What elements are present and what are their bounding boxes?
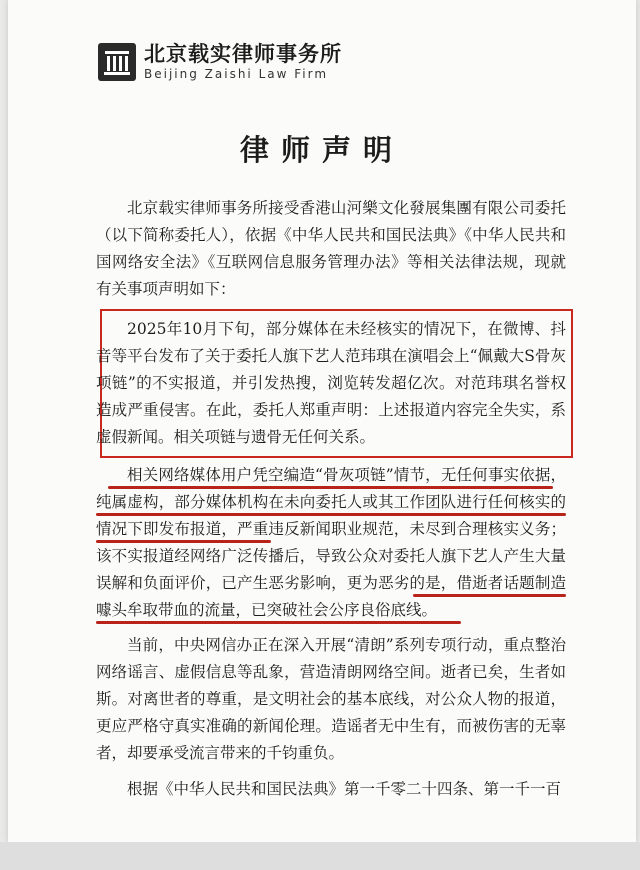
underline-mark [96, 513, 566, 516]
underline-mark [96, 540, 271, 543]
underline-mark [96, 621, 461, 624]
paragraph-violation: 相关网络媒体用户凭空编造“骨灰项链”情节，无任何事实依据，纯属虚构，部分媒体机构在未向委托人或其工作团队进行任何核实的情况下即发布报道，严重违反新闻职业规范，未尽到合理核实义务；该不实报道经网络广泛传播后，导致公众对委托人旗下艺人产生大量误解和负面评价，已产生恶劣影响，更为恶劣的是，借逝者话题制造噱头牟取带血的流量，已突破社会公序良俗底线。 [96, 466, 566, 619]
paragraph-intro: 北京载实律师事务所接受香港山河樂文化發展集團有限公司委托（以下简称委托人），依据《中华人民共和国民法典》《中华人民共和国网络安全法》《互联网信息服务管理办法》等相关法律法规，现就有关事项声明如下： [96, 199, 566, 298]
bottom-margin [0, 842, 640, 870]
document-title: 律师声明 [239, 133, 404, 167]
paragraph-statement: 2025年10月下旬，部分媒体在未经核实的情况下，在微博、抖音等平台发布了关于委托人旗下艺人范玮琪在演唱会上“佩戴大S骨灰项链”的不实报道，并引发热搜，浏览转发超亿次。对范玮琪名誉权造成严重侵害。在此，委托人郑重声明：上述报道内容完全失实，系虚假新闻。相关项链与遗骨无任何关系。 [96, 320, 566, 446]
letterhead [98, 38, 342, 86]
underline-mark [108, 486, 553, 489]
firm-name-cn: 北京载实律师事务所 [144, 42, 342, 66]
firm-name-block [144, 42, 342, 82]
paragraph-legal-basis: 根据《中华人民共和国民法典》第一千零二十四条、第一千一百 [127, 780, 562, 798]
document-page [8, 0, 636, 842]
firm-name-en: Beijing Zaishi Law Firm [144, 67, 329, 81]
underline-mark [413, 594, 566, 597]
paragraph-context: 当前，中央网信办正在深入开展“清朗”系列专项行动，重点整治网络谣言、虚假信息等乱象，营造清朗网络空间。逝者已矣，生者如斯。对离世者的尊重，是文明社会的基本底线，对公众人物的报道，更应严格守真实准确的新闻伦理。造谣者无中生有，而被伤害的无辜者，却要承受流言带来的千钧重负。 [96, 636, 566, 762]
law-firm-logo-icon [98, 43, 136, 81]
